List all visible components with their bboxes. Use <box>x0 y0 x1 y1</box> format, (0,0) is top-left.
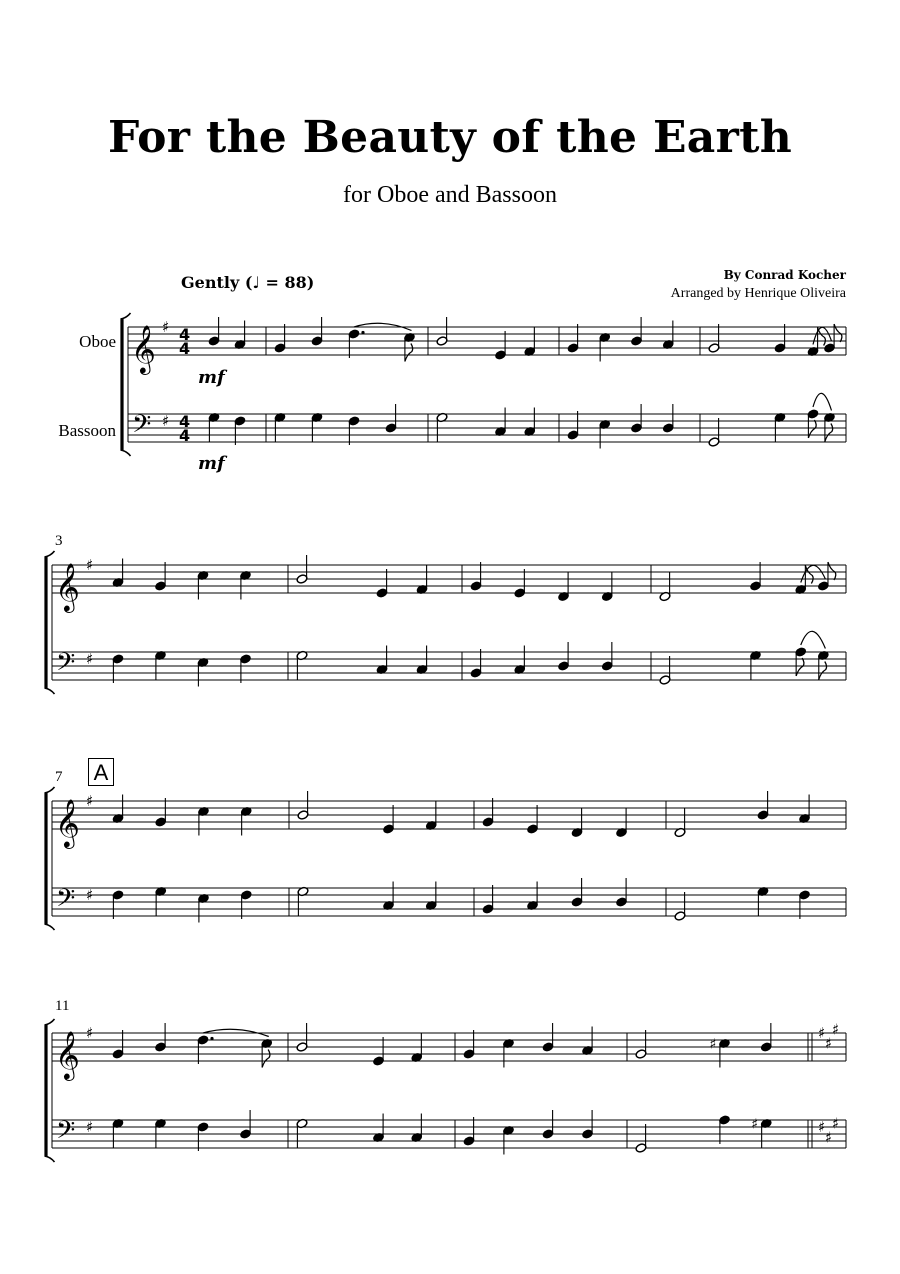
key-signature-sharp-icon: ♯ <box>86 1024 94 1042</box>
key-signature-sharp-icon: ♯ <box>162 318 170 336</box>
time-signature-denominator: 4 <box>179 426 191 445</box>
sharp-accidental-icon: ♯ <box>751 1116 759 1133</box>
measure-number: 7 <box>55 769 63 785</box>
system-bracket-hook <box>121 313 131 319</box>
system-bracket-hook <box>121 450 131 456</box>
key-signature-sharp-icon: ♯ <box>832 1020 840 1039</box>
bass-clef-icon: 𝄢 <box>56 1116 76 1151</box>
score-title: For the Beauty of the Earth <box>107 112 793 163</box>
eighth-flag <box>819 662 827 680</box>
composer-credit: By Conrad Kocher <box>723 268 846 282</box>
augmentation-dot <box>210 1037 213 1040</box>
eighth-flag <box>262 1050 270 1068</box>
slur <box>801 631 826 648</box>
augmentation-dot <box>361 331 364 334</box>
key-signature-sharp-icon: ♯ <box>832 1114 840 1133</box>
key-signature-sharp-icon: ♯ <box>162 412 170 430</box>
key-signature-sharp-icon: ♯ <box>86 886 94 904</box>
dynamic-mf: mf <box>198 453 225 474</box>
eighth-flag <box>825 424 833 442</box>
system-bracket-hook <box>45 787 55 793</box>
treble-clef-icon: 𝄞 <box>55 798 80 847</box>
time-signature-denominator: 4 <box>179 339 191 358</box>
rehearsal-mark: A <box>88 758 114 786</box>
bass-clef-icon: 𝄢 <box>132 410 152 445</box>
eighth-flag <box>805 566 813 584</box>
system-bracket-hook <box>45 924 55 930</box>
treble-clef-icon: 𝄞 <box>55 1030 80 1079</box>
key-signature-sharp-icon: ♯ <box>86 1118 94 1136</box>
eighth-flag <box>405 344 413 362</box>
sharp-accidental-icon: ♯ <box>709 1036 717 1053</box>
measure-number: 11 <box>55 998 70 1014</box>
key-signature-sharp-icon: ♯ <box>818 1024 826 1042</box>
key-signature-sharp-icon: ♯ <box>86 792 94 810</box>
time-signature-numerator: 4 <box>179 325 191 344</box>
bass-clef-icon: 𝄢 <box>56 648 76 683</box>
arranger-credit: Arranged by Henrique Oliveira <box>670 286 846 301</box>
dynamic-mf: mf <box>198 367 225 388</box>
treble-clef-icon: 𝄞 <box>131 324 156 373</box>
system-bracket-hook <box>45 1019 55 1025</box>
instrument-label-oboe: Oboe <box>79 332 116 351</box>
treble-clef-icon: 𝄞 <box>55 562 80 611</box>
system-bracket-hook <box>45 1156 55 1162</box>
tempo-marking: Gently (♩ = 88) <box>181 273 315 292</box>
bass-clef-icon: 𝄢 <box>56 884 76 919</box>
slur <box>813 393 832 410</box>
key-signature-sharp-icon: ♯ <box>86 650 94 668</box>
key-signature-sharp-icon: ♯ <box>818 1118 826 1136</box>
measure-number: 3 <box>55 533 63 549</box>
time-signature-numerator: 4 <box>179 412 191 431</box>
key-signature-sharp-icon: ♯ <box>825 1128 833 1147</box>
system-bracket-hook <box>45 551 55 557</box>
instrument-label-bassoon: Bassoon <box>58 421 116 440</box>
score-notation <box>45 313 847 1162</box>
score-subtitle: for Oboe and Bassoon <box>343 182 557 208</box>
system-bracket-hook <box>45 688 55 694</box>
key-signature-sharp-icon: ♯ <box>825 1034 833 1053</box>
key-signature-sharp-icon: ♯ <box>86 556 94 574</box>
